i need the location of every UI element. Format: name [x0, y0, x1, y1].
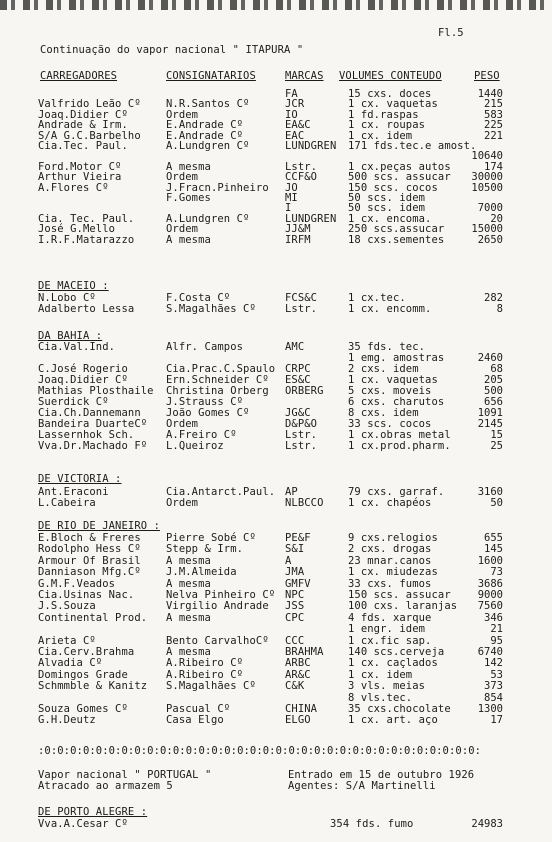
row-weight: 8 [496, 303, 503, 315]
row-mark: BRAHMA [285, 646, 324, 658]
row-shipper: N.Lobo Cº [38, 292, 96, 304]
row-shipper: E.Bloch & Freres [38, 532, 141, 544]
row-shipper: Arthur Vieira [38, 171, 122, 184]
row-mark: Lstr. [285, 303, 318, 315]
row-mark: CCF&O [285, 171, 318, 184]
row-consignee: Cia.Prac.C.Spaulo [166, 363, 276, 375]
row-contents: 1 cx.tec. [348, 292, 406, 304]
row-shipper: Arieta Cº [38, 634, 96, 647]
row-consignee: Pascual Cº [166, 703, 231, 715]
row-mark: IO [285, 108, 298, 121]
row-mark: I [285, 202, 292, 215]
footer-berth: Atracado ao armazem 5 [38, 780, 173, 792]
row-weight: 656 [484, 396, 503, 408]
row-contents: 100 cxs. laranjas [348, 600, 458, 613]
row-weight: 3160 [477, 486, 503, 498]
row-weight: 583 [484, 108, 503, 121]
footer-vessel: Vapor nacional " PORTUGAL " [38, 769, 212, 781]
col-header-consignee: CONSIGNATARIOS [166, 70, 256, 82]
row-shipper: Armour Of Brasil [38, 554, 141, 567]
row-mark: ARBC [285, 657, 311, 670]
row-contents: 250 scs.assucar [348, 223, 445, 236]
row-consignee: Cia.Antarct.Paul. [166, 486, 276, 498]
row-shipper: L.Cabeira [38, 497, 96, 509]
row-mark: ES&C [285, 374, 311, 386]
row-contents: 23 mnar.canos [348, 554, 432, 567]
separator-line: :0:0:0:0:0:0:0:0:0:0:0:0:0:0:0:0:0:0:0:0:0:0:0:0:0:0:0:0:0:0:0:0:0:0: [38, 745, 482, 757]
section-heading-maceio: DE MACEIO : [38, 280, 109, 292]
row-shipper: J.S.Souza [38, 600, 96, 613]
row-consignee: A.Lundgren Cº [166, 212, 250, 225]
row-contents: 50 scs. idem [348, 192, 426, 204]
row-contents: 1 fd.raspas [348, 108, 419, 121]
row-mark: LUNDGREN [285, 140, 337, 152]
section-heading-rio: DE RIO DE JANEIRO : [38, 520, 161, 532]
row-shipper: Vva.Dr.Machado Fº [38, 440, 148, 452]
row-mark: CHINA [285, 703, 318, 715]
row-weight: 2145 [477, 418, 503, 430]
row-contents: 1 cx. idem [348, 668, 413, 681]
row-weight: 15000 [471, 223, 503, 236]
row-contents: 2 cxs. idem [348, 363, 419, 375]
row-mark: LUNDGREN [285, 212, 337, 225]
row-consignee: A.Freiro Cº [166, 429, 237, 441]
row-consignee: Virgilio Andrade [166, 600, 269, 613]
row-consignee: F.Gomes [166, 192, 211, 204]
row-consignee: S.Magalhães Cº [166, 680, 256, 693]
row-weight: 3686 [477, 577, 503, 590]
row-mark: NLBCCO [285, 497, 324, 509]
row-consignee: S.Magalhães Cº [166, 303, 256, 315]
row-consignee: Nelva Pinheiro Cº [166, 589, 276, 601]
document-title: Continuação do vapor nacional " ITAPURA " [40, 44, 304, 56]
row-mark: AP [285, 486, 298, 498]
row-shipper: Alvadia Cº [38, 657, 103, 670]
row-consignee: E.Andrade Cº [166, 119, 244, 132]
row-weight: 1091 [477, 407, 503, 419]
row-consignee: A.Ribeiro Cº [166, 668, 244, 681]
row-weight: 1600 [477, 554, 503, 567]
row-consignee: João Gomes Cº [166, 407, 250, 419]
row-consignee: Casa Elgo [166, 714, 224, 727]
row-consignee: Ordem [166, 108, 199, 121]
row-contents: 79 cxs. garraf. [348, 486, 445, 498]
row-shipper: Cia.Tec. Paul. [38, 140, 128, 152]
row-mark: FA [285, 88, 298, 100]
row-mark: EAC [285, 129, 305, 142]
col-header-shipper: CARREGADORES [40, 70, 118, 82]
row-mark: Lstr. [285, 429, 318, 441]
row-contents: 1 cx.peças autos [348, 160, 451, 173]
section-heading-victoria: DE VICTORIA : [38, 473, 122, 485]
row-shipper: Suerdick Cº [38, 396, 109, 408]
row-contents: 1 cx.obras metal [348, 429, 451, 441]
row-mark: JO [285, 181, 298, 194]
row-shipper: José G.Mello [38, 223, 116, 236]
page-number: Fl.5 [438, 27, 464, 39]
row-shipper: Joaq.Didier Cº [38, 108, 128, 121]
row-shipper: Valfrido Leão Cº [38, 98, 141, 111]
row-shipper: Continental Prod. [38, 611, 148, 624]
row-shipper: Souza Gomes Cº [38, 703, 128, 715]
row-contents: 4 fds. xarque [348, 611, 432, 624]
row-weight: 373 [484, 680, 503, 693]
row-mark: JJ&M [285, 223, 311, 236]
row-weight: 500 [484, 385, 503, 397]
row-mark: ORBERG [285, 385, 324, 397]
row-weight: 17 [490, 714, 503, 727]
row-shipper: S/A G.C.Barbelho [38, 129, 141, 142]
row-consignee: A mesma [166, 646, 211, 658]
row-mark: AR&C [285, 668, 311, 681]
row-weight: 7000 [477, 202, 503, 215]
row-weight: 174 [484, 160, 503, 173]
row-consignee: A.Lundgren Cº [166, 140, 250, 152]
row-mark: D&P&O [285, 418, 318, 430]
row-contents: 6 cxs. charutos [348, 396, 445, 408]
row-consignee: F.Costa Cº [166, 292, 231, 304]
row-contents: 8 cxs. idem [348, 407, 419, 419]
row-shipper: Schmmble & Kanitz [38, 680, 148, 693]
row-weight: 854 [484, 691, 503, 704]
row-consignee: Bento CarvalhoCº [166, 634, 269, 647]
row-consignee: E.Andrade Cº [166, 129, 244, 142]
col-header-weight: PESO [474, 70, 500, 82]
row-weight: 2650 [477, 233, 503, 246]
row-shipper: Joaq.Didier Cº [38, 374, 128, 386]
row-consignee: A mesma [166, 611, 211, 624]
row-contents: 50 scs. idem [348, 202, 426, 215]
row-contents: 1 cx.fic sap. [348, 634, 432, 647]
row-weight: 21 [490, 623, 503, 636]
row-contents: 33 scs. cocos [348, 418, 432, 430]
row-weight: 145 [484, 543, 503, 556]
row-consignee: J.Strauss Cº [166, 396, 244, 408]
row-contents: 3 vls. meias [348, 680, 426, 693]
row-consignee: Ordem [166, 497, 199, 509]
row-contents: 35 fds. tec. [348, 341, 426, 353]
row-contents: 15 cxs. doces [348, 88, 432, 100]
row-mark: Lstr. [285, 160, 318, 173]
row-consignee: A mesma [166, 554, 211, 567]
row-contents: 1 cx. caçlados [348, 657, 438, 670]
row-weight: 73 [490, 566, 503, 579]
row-consignee: Ordem [166, 223, 199, 236]
section-heading-bahia: DA BAHIA : [38, 330, 103, 342]
row-contents: 1 cx.prod.pharm. [348, 440, 451, 452]
row-mark: JG&C [285, 407, 311, 419]
row-shipper: Cia.Ch.Dannemann [38, 407, 141, 419]
row-weight: 30000 [471, 171, 503, 184]
row-contents: 1 engr. idem [348, 623, 426, 636]
row-contents: 500 scs. assucar [348, 171, 451, 184]
row-weight: 10500 [471, 181, 503, 194]
row-weight: 15 [490, 429, 503, 441]
row-shipper: Domingos Grade [38, 668, 128, 681]
row-shipper: Cia. Tec. Paul. [38, 212, 135, 225]
row-contents: 1 cx. roupas [348, 119, 426, 132]
row-contents: 1 cx. art. aço [348, 714, 438, 727]
row-shipper: Andrade & Irm. [38, 119, 128, 132]
row-contents: 150 scs. assucar [348, 589, 451, 601]
row-weight: 25 [490, 440, 503, 452]
row-shipper: Adalberto Lessa [38, 303, 135, 315]
row-shipper: A.Flores Cº [38, 181, 109, 194]
row-weight: 1440 [477, 88, 503, 100]
row-shipper: Cia.Usinas Nac. [38, 589, 135, 601]
row-consignee: Alfr. Campos [166, 341, 244, 353]
row-contents: 1 cx. encoma. [348, 212, 432, 225]
row-shipper: Ford.Motor Cº [38, 160, 122, 173]
row-mark: IRFM [285, 233, 311, 246]
row-contents: 1 cx. idem [348, 129, 413, 142]
row-weight: 7560 [477, 600, 503, 613]
row-mark: GMFV [285, 577, 311, 590]
row-weight: 10640 [471, 150, 503, 163]
row-weight: 142 [484, 657, 503, 670]
row-weight: 1300 [477, 703, 503, 715]
row-contents: 171 fds.tec.e amost. [348, 140, 477, 152]
row-shipper: Ant.Eraconi [38, 486, 109, 498]
row-consignee: L.Queiroz [166, 440, 224, 452]
row-weight: 346 [484, 611, 503, 624]
row-shipper: Danniason Mfg.Cº [38, 566, 141, 579]
row-shipper: Cia.Cerv.Brahma [38, 646, 135, 658]
row-mark: AMC [285, 341, 305, 353]
row-shipper: Bandeira DuarteCº [38, 418, 148, 430]
col-header-volumes-contents: VOLUMES CONTEUDO [339, 70, 442, 82]
porto-weight: 24983 [471, 818, 503, 830]
row-consignee: N.R.Santos Cº [166, 98, 250, 111]
row-weight: 215 [484, 98, 503, 111]
row-weight: 221 [484, 129, 503, 142]
row-consignee: Christina Orberg [166, 385, 269, 397]
row-consignee: A.Ribeiro Cº [166, 657, 244, 670]
row-mark: NPC [285, 589, 305, 601]
footer-arrival: Entrado em 15 de outubro 1926 [288, 769, 475, 781]
row-contents: 1 cx. vaquetas [348, 98, 438, 111]
porto-shipper: Vva.A.Cesar Cº [38, 818, 128, 830]
row-consignee: Ordem [166, 418, 199, 430]
row-mark: JSS [285, 600, 305, 613]
row-contents: 150 scs. cocos [348, 181, 438, 194]
row-consignee: Ordem [166, 171, 199, 184]
row-shipper: Rodolpho Hess Cº [38, 543, 141, 556]
row-contents: 1 cx. encomm. [348, 303, 432, 315]
row-shipper: I.R.F.Matarazzo [38, 233, 135, 246]
row-mark: JCR [285, 98, 305, 111]
row-consignee: J.Fracn.Pinheiro [166, 181, 269, 194]
row-weight: 655 [484, 532, 503, 544]
row-contents: 18 cxs.sementes [348, 233, 445, 246]
row-weight: 225 [484, 119, 503, 132]
row-contents: 1 emg. amostras [348, 352, 445, 364]
row-contents: 1 cx. miudezas [348, 566, 438, 579]
row-consignee: A mesma [166, 160, 211, 173]
row-contents: 33 cxs. fumos [348, 577, 432, 590]
row-weight: 2460 [477, 352, 503, 364]
row-contents: 9 cxs.relogios [348, 532, 438, 544]
row-weight: 95 [490, 634, 503, 647]
row-weight: 68 [490, 363, 503, 375]
row-weight: 53 [490, 668, 503, 681]
footer-agents: Agentes: S/A Martinelli [288, 780, 436, 792]
row-consignee: A mesma [166, 233, 211, 246]
row-mark: CPC [285, 611, 305, 624]
row-mark: JMA [285, 566, 305, 579]
row-consignee: A mesma [166, 577, 211, 590]
row-consignee: Pierre Sobé Cº [166, 532, 256, 544]
row-contents: 1 cx. chapéos [348, 497, 432, 509]
row-mark: C&K [285, 680, 305, 693]
row-shipper: G.M.F.Veados [38, 577, 116, 590]
row-shipper: G.H.Deutz [38, 714, 96, 727]
row-consignee: Stepp & Irm. [166, 543, 244, 556]
row-mark: ELGO [285, 714, 311, 727]
row-weight: 50 [490, 497, 503, 509]
row-shipper: Mathias Plosthaile [38, 385, 154, 397]
row-contents: 8 vls.tec. [348, 691, 413, 704]
page-top-edge [0, 0, 552, 10]
row-weight: 9000 [477, 589, 503, 601]
row-contents: 35 cxs.chocolate [348, 703, 451, 715]
section-heading-porto-alegre: DE PORTO ALEGRE : [38, 806, 148, 818]
row-mark: CCC [285, 634, 305, 647]
row-mark: A [285, 554, 292, 567]
row-contents: 5 cxs. moveis [348, 385, 432, 397]
row-mark: MI [285, 192, 298, 204]
row-mark: Lstr. [285, 440, 318, 452]
row-mark: CRPC [285, 363, 311, 375]
porto-contents: 354 fds. fumo [330, 818, 414, 830]
row-weight: 20 [490, 212, 503, 225]
row-weight: 282 [484, 292, 503, 304]
row-shipper: Lassernhok Sch. [38, 429, 135, 441]
row-shipper: Cia.Val.Ind. [38, 341, 116, 353]
row-mark: S&I [285, 543, 305, 556]
col-header-mark: MARCAS [285, 70, 324, 82]
row-weight: 205 [484, 374, 503, 386]
row-mark: PE&F [285, 532, 311, 544]
row-consignee: J.M.Almeida [166, 566, 237, 579]
row-contents: 1 cx. vaquetas [348, 374, 438, 386]
row-shipper: C.José Rogerio [38, 363, 128, 375]
row-contents: 140 scs.cerveja [348, 646, 445, 658]
row-weight: 6740 [477, 646, 503, 658]
row-contents: 2 cxs. drogas [348, 543, 432, 556]
row-consignee: Ern.Schneider Cº [166, 374, 269, 386]
row-mark: FCS&C [285, 292, 318, 304]
row-mark: EA&C [285, 119, 311, 132]
